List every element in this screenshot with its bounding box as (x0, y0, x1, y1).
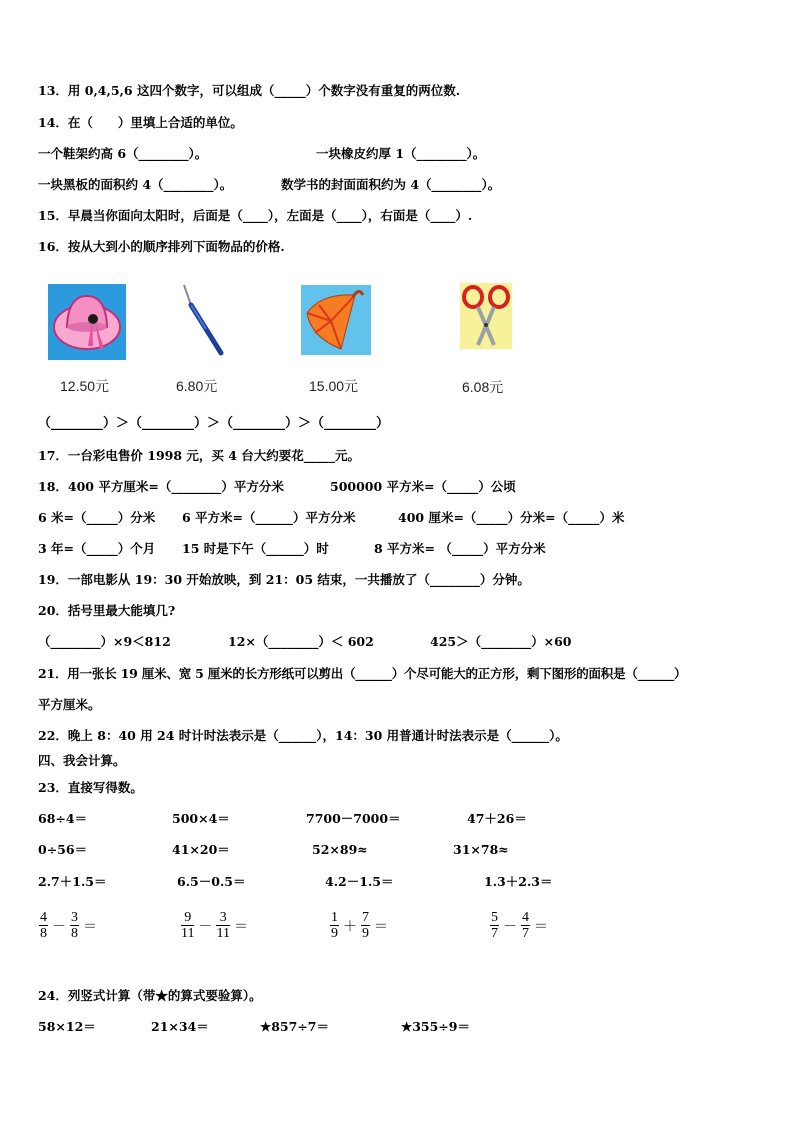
section-4-title: 四、我会计算。 (38, 753, 126, 768)
calc: 500×4＝ (172, 811, 230, 826)
pen-image (176, 281, 228, 357)
fraction-calc: $\frac{4}{8}$ － $\frac{3}{8}$ ＝ (40, 910, 97, 941)
question-18-r3a: 3 年=（_____）个月 (38, 541, 156, 556)
calc: 47＋26＝ (467, 811, 527, 826)
question-18-r2b: 6 平方米=（______）平方分米 (182, 510, 356, 525)
calc: 68÷4＝ (38, 811, 88, 826)
calc: 7700－7000＝ (306, 811, 401, 826)
question-16-answer: （________）＞（________）＞（________）＞（________） (38, 416, 390, 431)
question-14d: 数学书的封面面积约为 4（________）。 (281, 177, 501, 192)
fraction: $\frac{3}{11}$ (216, 910, 230, 941)
question-14b: 一块橡皮约厚 1（________）。 (316, 146, 486, 161)
price-umbrella: 15.00元 (309, 378, 359, 394)
question-18-r3c: 8 平方米= （_____）平方分米 (374, 541, 546, 556)
calc: 52×89≈ (312, 842, 368, 857)
question-18-r1b: 500000 平方米=（_____）公顷 (330, 479, 516, 494)
question-15: 15．早晨当你面向太阳时，后面是（____），左面是（____），右面是（____）. (38, 208, 473, 223)
question-18-r2c: 400 厘米=（_____）分米=（_____）米 (398, 510, 625, 525)
price-scissors: 6.08元 (462, 379, 504, 395)
question-18-r2a: 6 米=（_____）分米 (38, 510, 156, 525)
fraction: $\frac{5}{7}$ (491, 910, 498, 941)
calc: 0÷56＝ (38, 842, 88, 857)
question-18-r3b: 15 时是下午（______）时 (182, 541, 329, 556)
question-23-title: 23．直接写得数。 (38, 780, 143, 795)
question-14a: 一个鞋架约高 6（________）。 (38, 146, 208, 161)
question-22: 22．晚上 8：40 用 24 时计时法表示是（______），14：30 用普通计时法表示是（______）。 (38, 728, 568, 743)
question-24-title: 24．列竖式计算（带★的算式要验算）。 (38, 988, 262, 1003)
question-14c: 一块黑板的面积约 4（________）。 (38, 177, 233, 192)
question-19: 19．一部电影从 19：30 开始放映，到 21：05 结束，一共播放了（________）分钟。 (38, 572, 530, 587)
fraction-calc: $\frac{5}{7}$ － $\frac{4}{7}$ ＝ (491, 910, 548, 941)
calc: ★355÷9＝ (401, 1019, 470, 1034)
scissors-image (460, 283, 512, 349)
calc: 41×20＝ (172, 842, 230, 857)
question-14-title: 14．在（ ）里填上合适的单位。 (38, 115, 243, 130)
question-20c: 425＞（________）×60 (430, 634, 572, 649)
question-18-r1a: 18．400 平方厘米=（________）平方分米 (38, 479, 284, 494)
calc: 4.2－1.5＝ (325, 874, 394, 889)
calc: ★857÷7＝ (260, 1019, 329, 1034)
hat-image (48, 284, 126, 360)
calc: 58×12＝ (38, 1019, 96, 1034)
fraction: $\frac{4}{8}$ (40, 910, 47, 941)
question-16-title: 16．按从大到小的顺序排列下面物品的价格. (38, 239, 285, 254)
calc: 6.5－0.5＝ (177, 874, 246, 889)
calc: 21×34＝ (151, 1019, 209, 1034)
question-20-title: 20．括号里最大能填几? (38, 603, 176, 618)
price-pen: 6.80元 (176, 378, 218, 394)
fraction: $\frac{4}{7}$ (522, 910, 529, 941)
price-hat: 12.50元 (60, 378, 110, 394)
calc: 2.7＋1.5＝ (38, 874, 107, 889)
question-21-line2: 平方厘米。 (38, 697, 101, 712)
question-13: 13．用 0,4,5,6 这四个数字，可以组成（_____）个数字没有重复的两位数. (38, 83, 461, 98)
calc: 1.3＋2.3＝ (484, 874, 553, 889)
fraction-calc: $\frac{1}{9}$ ＋ $\frac{7}{9}$ ＝ (331, 910, 388, 941)
fraction: $\frac{7}{9}$ (362, 910, 369, 941)
question-20a: （________）×9＜812 (38, 634, 171, 649)
umbrella-image (301, 285, 371, 355)
calc: 31×78≈ (453, 842, 509, 857)
fraction: $\frac{3}{8}$ (71, 910, 78, 941)
fraction-calc: $\frac{9}{11}$ － $\frac{3}{11}$ ＝ (181, 910, 248, 941)
fraction: $\frac{1}{9}$ (331, 910, 338, 941)
question-21-line1: 21．用一张长 19 厘米、宽 5 厘米的长方形纸可以剪出（______）个尽可能大的正方形，剩下图形的面积是（______） (38, 666, 687, 681)
question-17: 17．一台彩电售价 1998 元，买 4 台大约要花_____元。 (38, 448, 361, 463)
question-20b: 12×（________）＜ 602 (228, 634, 374, 649)
fraction: $\frac{9}{11}$ (181, 910, 195, 941)
